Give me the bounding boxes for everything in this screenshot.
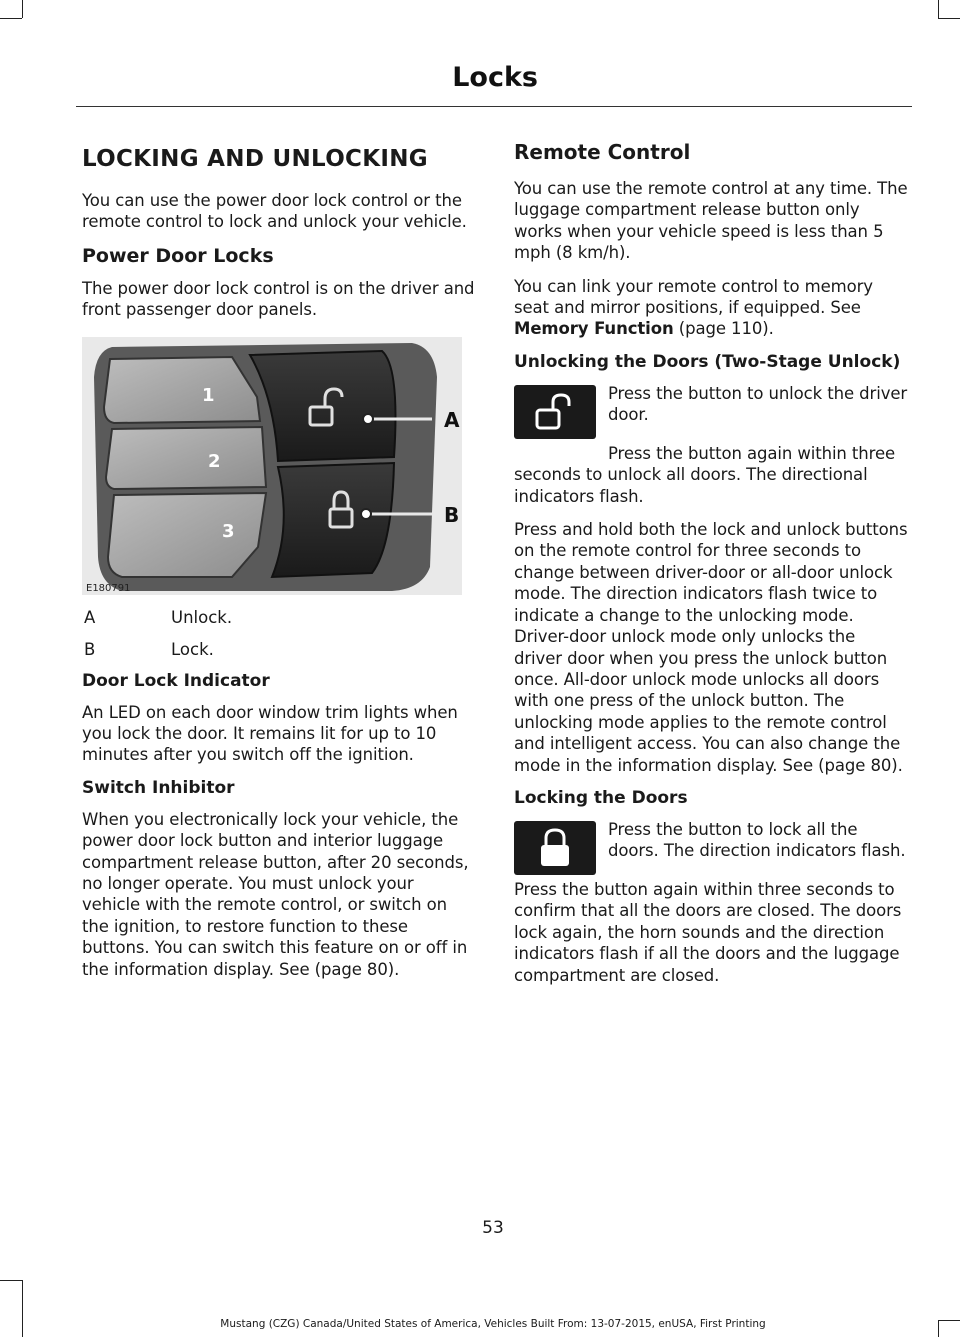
callout-b-label: B xyxy=(444,502,460,527)
memory-function-link[interactable]: Memory Function xyxy=(514,319,674,339)
unlock-padlock-icon xyxy=(514,385,596,439)
crop-mark xyxy=(0,18,22,19)
callout-item xyxy=(82,639,476,660)
power-locks-paragraph: The power door lock control is on the driver and front passenger door panels. xyxy=(82,278,475,320)
unlock-instruction xyxy=(514,383,908,439)
subheading-remote-control: Remote Control xyxy=(514,140,691,164)
subheading-power-door-locks: Power Door Locks xyxy=(82,244,274,267)
door-lock-control-figure xyxy=(82,337,462,595)
memory-button-3-label: 3 xyxy=(222,520,235,542)
unlock-paragraph-2: Press the button again within three seconds to unlock all doors. The directional indicators flash. xyxy=(514,443,896,506)
subheading-locking-doors: Locking the Doors xyxy=(514,787,688,808)
lock-paragraph-1: Press the button to lock all the doors. The direction indicators flash. xyxy=(608,819,906,861)
intro-paragraph: You can use the power door lock control or the remote control to lock and unlock your vehicle. xyxy=(82,191,467,232)
lock-instruction-text xyxy=(608,819,908,875)
figure-code: E180791 xyxy=(86,582,131,594)
crop-mark xyxy=(22,0,23,18)
callout-text: Unlock. xyxy=(171,607,233,627)
callout-letter: A xyxy=(84,607,96,627)
unlock-paragraph-1: Press the button to unlock the driver door. xyxy=(608,383,908,425)
subheading-switch-inhibitor: Switch Inhibitor xyxy=(82,777,235,798)
callout-letter: B xyxy=(84,639,96,659)
unlock-instruction-text xyxy=(608,383,908,439)
section-heading: LOCKING AND UNLOCKING xyxy=(82,146,428,172)
right-column xyxy=(514,140,908,998)
door-panel-illustration xyxy=(82,337,462,595)
lock-padlock-icon xyxy=(514,821,596,875)
left-column xyxy=(82,140,476,992)
remote-paragraph-2 xyxy=(514,276,908,340)
footer-text: Mustang (CZG) Canada/United States of America, Vehicles Built From: 13-07-2015, enUSA, First Printing xyxy=(220,1318,766,1330)
memory-buttons xyxy=(104,357,266,577)
header-rule xyxy=(76,106,912,107)
inhibitor-paragraph: When you electronically lock your vehicle, the power door lock button and interior luggage compartment release button, after 20 seconds, no longer operate. You must unlock your vehicle with the remote control, or switch on the ignition, to restore function to these buttons. You can switch this feature on or off in the information display. See (page 80). xyxy=(82,809,469,979)
crop-mark xyxy=(0,1280,22,1281)
callout-text: Lock. xyxy=(171,639,214,659)
crop-mark xyxy=(938,18,960,19)
subheading-door-lock-indicator: Door Lock Indicator xyxy=(82,670,270,691)
crop-mark xyxy=(938,0,939,18)
callout-list xyxy=(82,607,476,660)
chapter-title: Locks xyxy=(452,62,538,93)
callout-item xyxy=(82,607,476,628)
indicator-paragraph: An LED on each door window trim lights when you lock the door. It remains lit for up to 10 minutes after you switch off the ignition. xyxy=(82,702,458,765)
lock-instruction xyxy=(514,819,908,875)
memory-button-1-label: 1 xyxy=(202,384,215,406)
lock-paragraph-2: Press the button again within three seconds to confirm that all the doors are closed. The doors lock again, the horn sounds and the direction indicators flash if all the doors and the luggage compartment are closed. xyxy=(514,879,902,985)
remote-text-pre: You can link your remote control to memory seat and mirror positions, if equipped. See xyxy=(514,276,873,318)
callout-a-label: A xyxy=(444,407,460,432)
page-number: 53 xyxy=(482,1218,504,1238)
unlock-paragraph-3: Press and hold both the lock and unlock buttons on the remote control for three seconds to change between driver-door or all-door unlock mode. The direction indicators flash twice to indicate a change to the unlocking mode. Driver-door unlock mode only unlocks the driver door when you press the unlock button once. All-door unlock mode unlocks all doors with one press of the unlock button. The unlocking mode applies to the remote control and intelligent access. You can also change the mode in the information display. See (page 80). xyxy=(514,520,908,775)
remote-text-post: (page 110). xyxy=(673,319,774,339)
memory-button-2-label: 2 xyxy=(208,450,221,472)
remote-paragraph-1: You can use the remote control at any time. The luggage compartment release button only works when your vehicle speed is less than 5 mph (8 km/h). xyxy=(514,179,908,263)
subheading-unlocking-doors: Unlocking the Doors (Two-Stage Unlock) xyxy=(514,351,901,372)
